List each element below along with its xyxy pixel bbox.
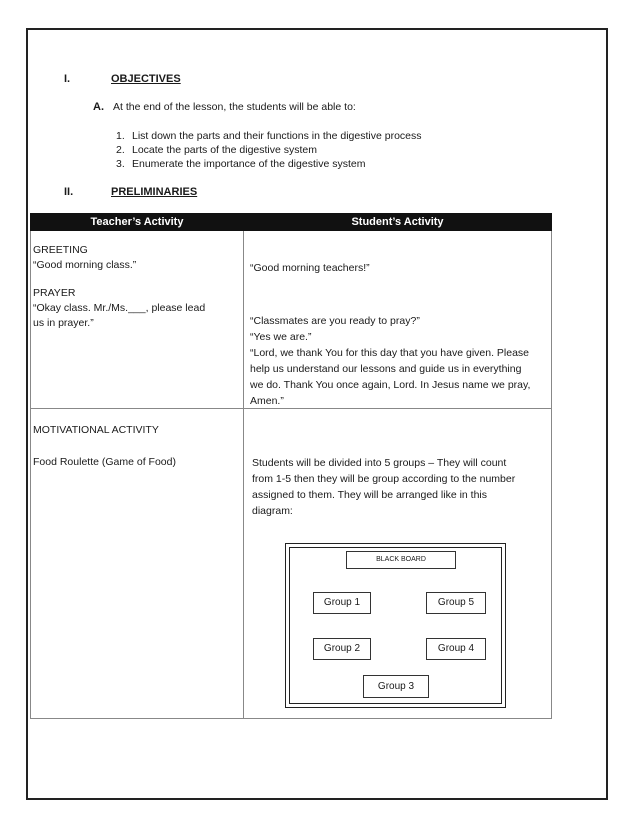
list-item: 1. List down the parts and their functions in the digestive process xyxy=(116,130,422,142)
student-line: “Yes we are.” xyxy=(250,331,312,343)
student-line: from 1-5 then they will be group according to the number xyxy=(252,473,516,485)
objectives-intro: At the end of the lesson, the students will be able to: xyxy=(113,101,356,113)
motivational-label: MOTIVATIONAL ACTIVITY xyxy=(33,424,159,436)
group-3-box: Group 3 xyxy=(363,675,429,698)
student-line: we do. Thank You once again, Lord. In Jesus name we pray, xyxy=(250,379,531,391)
group-5-box: Group 5 xyxy=(426,592,486,614)
group-1-box: Group 1 xyxy=(313,592,371,614)
section-title-preliminaries: PRELIMINARIES xyxy=(111,186,198,198)
prayer-line-2: us in prayer.” xyxy=(33,317,94,329)
game-name: Food Roulette (Game of Food) xyxy=(33,456,176,468)
prayer-label: PRAYER xyxy=(33,287,76,299)
list-item: 2. Locate the parts of the digestive system xyxy=(116,144,318,156)
header-student-activity: Student’s Activity xyxy=(244,214,552,231)
sub-letter-a: A. xyxy=(93,101,104,113)
section-number-preliminaries: II. xyxy=(64,186,74,198)
list-item: 3. Enumerate the importance of the digestive system xyxy=(116,158,366,170)
objectives-list xyxy=(116,129,422,171)
student-line: Amen.” xyxy=(250,395,284,407)
group-2-box: Group 2 xyxy=(313,638,371,660)
cell-teacher-row1 xyxy=(31,231,244,409)
student-line: diagram: xyxy=(252,505,293,517)
section-number-objectives: I. xyxy=(64,73,71,85)
student-line: assigned to them. They will be arranged like in this xyxy=(252,489,488,501)
header-teacher-activity: Teacher’s Activity xyxy=(31,214,244,231)
section-title-objectives: OBJECTIVES xyxy=(111,73,181,85)
prayer-line-1: “Okay class. Mr./Ms.___, please lead xyxy=(33,302,206,314)
cell-teacher-row2 xyxy=(31,409,244,719)
greeting-label: GREETING xyxy=(33,244,88,256)
student-line: Students will be divided into 5 groups – They will count xyxy=(252,457,507,469)
group-4-box: Group 4 xyxy=(426,638,486,660)
student-line: help us understand our lessons and guide us in everything xyxy=(250,363,522,375)
student-line: “Lord, we thank You for this day that you have given. Please xyxy=(250,347,530,359)
greeting-line: “Good morning class.” xyxy=(33,259,137,271)
student-greeting: “Good morning teachers!” xyxy=(250,262,370,274)
blackboard-box: BLACK BOARD xyxy=(346,551,456,569)
cell-student-row1 xyxy=(244,231,552,409)
student-line: “Classmates are you ready to pray?” xyxy=(250,315,420,327)
